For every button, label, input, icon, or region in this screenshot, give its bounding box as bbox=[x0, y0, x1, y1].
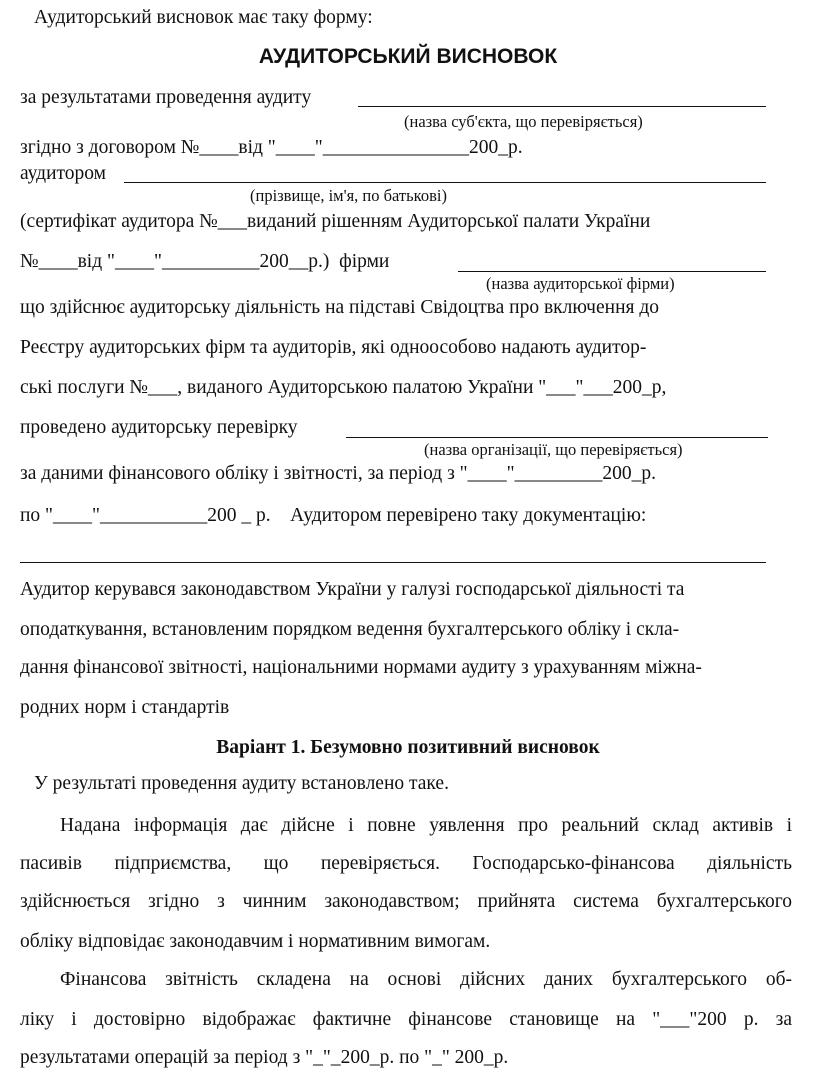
form-line-certificate-basis: що здійснює аудиторську діяльність на підставі Свідоцтва про включення до bbox=[20, 297, 660, 318]
variant-heading: Варіант 1. Безумовно позитивний висновок bbox=[216, 737, 600, 758]
form-line-certificate: (сертифікат аудитора №___виданий рішенням Аудиторської палати України bbox=[20, 211, 651, 232]
blank-organization-name[interactable] bbox=[346, 437, 768, 438]
document-title: АУДИТОРСЬКИЙ ВИСНОВОК bbox=[258, 45, 558, 68]
blank-firm-name[interactable] bbox=[458, 271, 766, 272]
form-line-audit-performed: проведено аудиторську перевірку bbox=[20, 417, 298, 438]
form-line-audit-results: за результатами проведення аудиту bbox=[20, 87, 312, 108]
caption-entity-name: (назва суб'єкта, що перевіряється) bbox=[404, 112, 643, 131]
law-line-4: родних норм і стандартів bbox=[20, 697, 230, 718]
caption-auditor-name: (прізвище, ім'я, по батькові) bbox=[250, 186, 447, 205]
form-line-period-from: за даними фінансового обліку і звітності, за період з "____"_________200_р. bbox=[20, 463, 656, 484]
form-line-auditor: аудитором bbox=[20, 163, 107, 184]
caption-organization-name: (назва організації, що перевіряється) bbox=[424, 440, 683, 459]
form-line-registry: Реєстру аудиторських фірм та аудиторів, які одноособово надають аудитор- bbox=[20, 337, 647, 358]
law-line-3: дання фінансової звітності, національними нормами аудиту з урахуванням міжна- bbox=[20, 657, 702, 678]
variant-lead: У результаті проведення аудиту встановлено таке. bbox=[34, 773, 449, 794]
paragraph-2-line-2: ліку і достовірно відображає фактичне фінансове становище на "___"200 р. за bbox=[20, 1009, 792, 1030]
form-line-services: ські послуги №___, виданого Аудиторською палатою України "___"___200_р, bbox=[20, 377, 667, 398]
form-line-firm: №____від "____"__________200__р.) фірми bbox=[20, 251, 390, 272]
paragraph-1-line-2: пасивів підприємства, що перевіряється. Господарсько-фінансова діяльність bbox=[20, 853, 792, 874]
law-line-2: оподаткування, встановленим порядком ведення бухгалтерського обліку і скла- bbox=[20, 619, 680, 640]
form-line-period-to: по "____"___________200 _ р. Аудитором перевірено таку документацію: bbox=[20, 505, 647, 526]
form-line-contract: згідно з договором №____від "____"_______________200_р. bbox=[20, 137, 523, 158]
blank-entity-name[interactable] bbox=[358, 106, 766, 107]
paragraph-1-line-3: здійснюється згідно з чинним законодавством; прийнята система бухгалтерського bbox=[20, 891, 792, 912]
blank-documentation[interactable] bbox=[20, 562, 766, 563]
blank-auditor-name[interactable] bbox=[124, 182, 766, 183]
paragraph-2-line-3: результатами операцій за період з "_"_200_р. по "_" 200_р. bbox=[20, 1047, 509, 1068]
law-line-1: Аудитор керувався законодавством України у галузі господарської діяльності та bbox=[20, 579, 685, 600]
paragraph-2-line-1: Фінансова звітність складена на основі дійсних даних бухгалтерського об- bbox=[60, 969, 792, 990]
paragraph-1-line-1: Надана інформація дає дійсне і повне уявлення про реальний склад активів і bbox=[60, 815, 792, 836]
paragraph-1-line-4: обліку відповідає законодавчим і нормативним вимогам. bbox=[20, 931, 491, 952]
intro-text: Аудиторський висновок має таку форму: bbox=[34, 7, 373, 28]
caption-firm-name: (назва аудиторської фірми) bbox=[486, 274, 675, 293]
